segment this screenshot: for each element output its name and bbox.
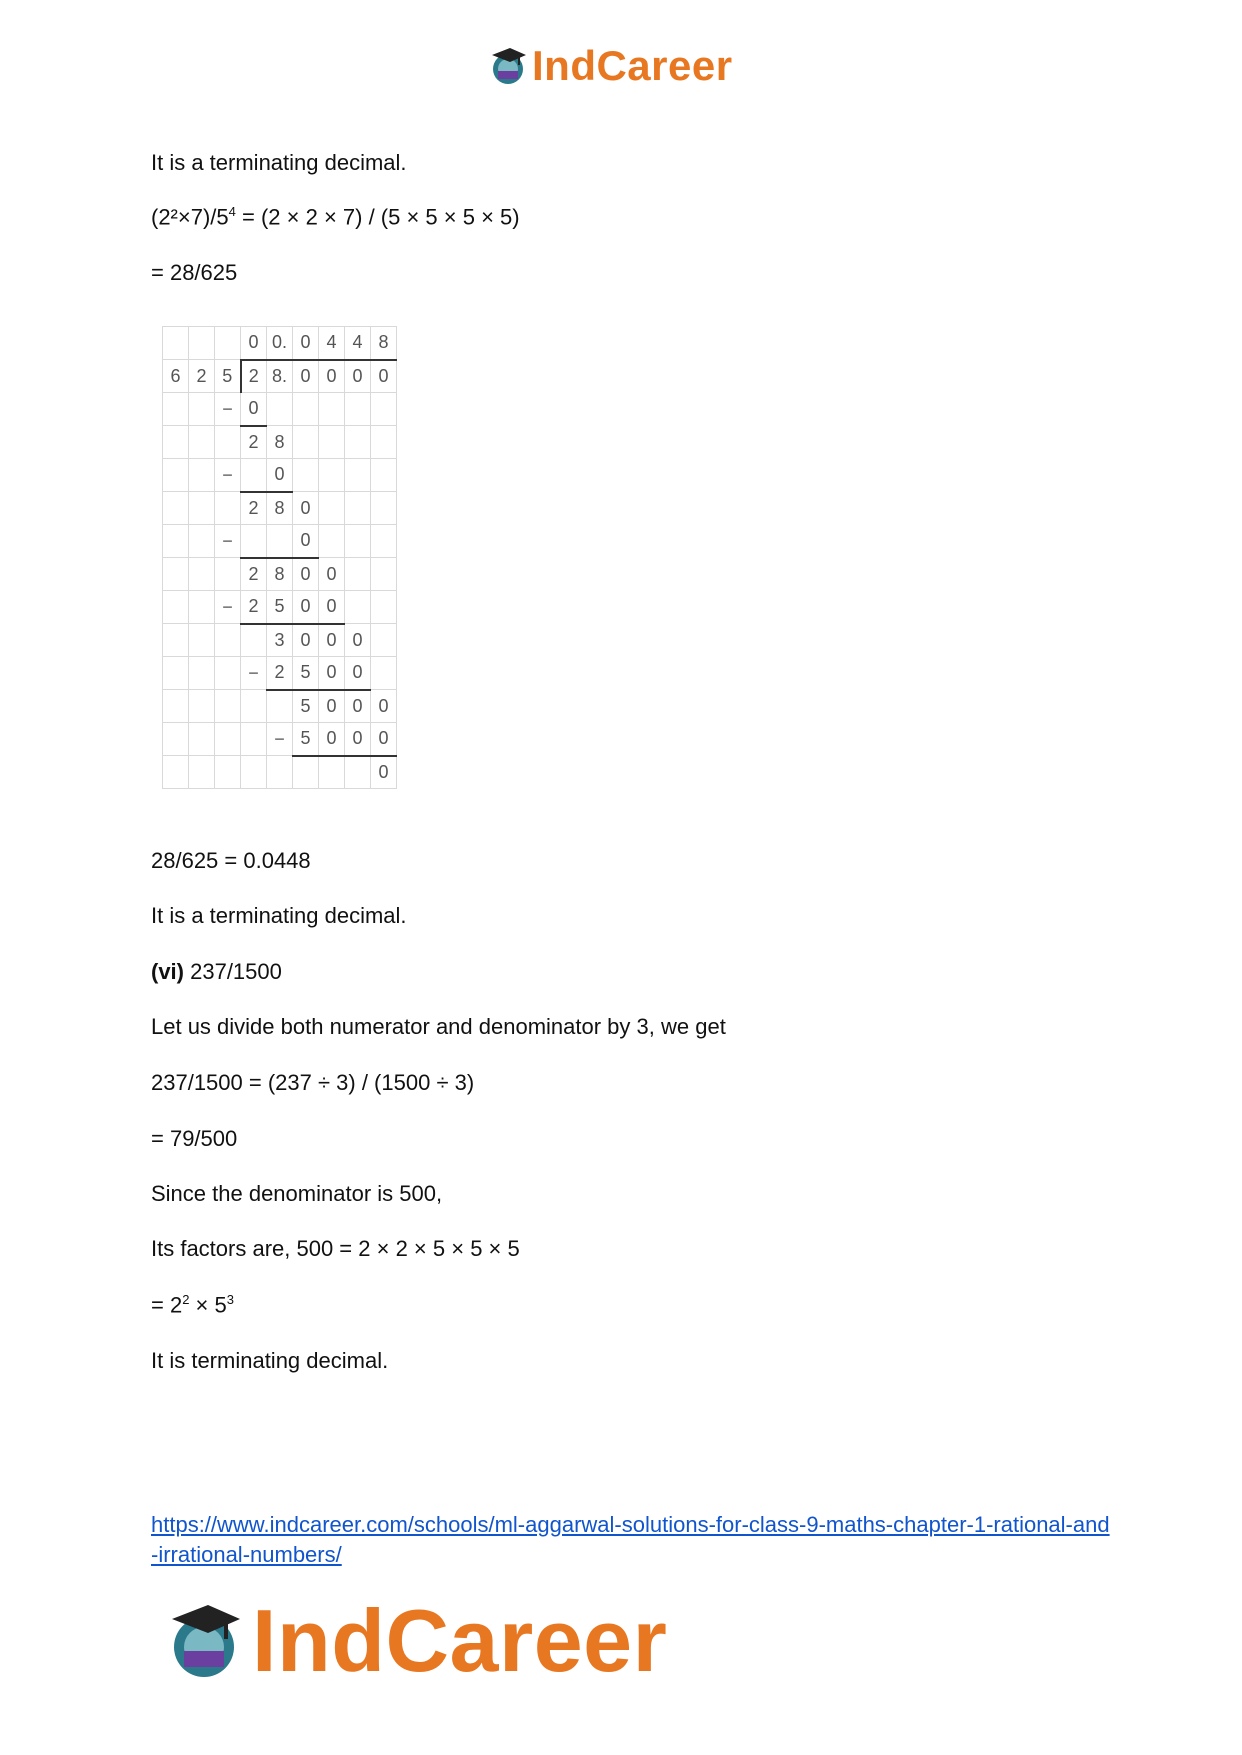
division-cell bbox=[241, 624, 267, 657]
division-cell bbox=[319, 492, 345, 525]
division-cell: 5 bbox=[215, 360, 241, 393]
division-row bbox=[163, 525, 397, 558]
division-cell: 4 bbox=[319, 327, 345, 360]
text-line: It is a terminating decimal. bbox=[151, 150, 407, 175]
text-line: = 28/625 bbox=[151, 260, 238, 285]
division-cell bbox=[163, 624, 189, 657]
exponent: 2 bbox=[182, 1292, 190, 1307]
division-cell bbox=[345, 558, 371, 591]
division-row bbox=[163, 756, 397, 789]
division-cell: 2 bbox=[241, 426, 267, 459]
division-cell bbox=[189, 657, 215, 690]
division-cell: 4 bbox=[345, 327, 371, 360]
division-cell: 2 bbox=[241, 591, 267, 624]
division-cell: − bbox=[215, 459, 241, 492]
division-cell: − bbox=[215, 525, 241, 558]
division-cell bbox=[189, 426, 215, 459]
division-cell: 0 bbox=[293, 492, 319, 525]
division-cell: 0 bbox=[241, 393, 267, 426]
bottom-logo bbox=[162, 1590, 667, 1692]
division-cell bbox=[215, 492, 241, 525]
division-cell bbox=[371, 558, 397, 591]
text-line: = 79/500 bbox=[151, 1126, 238, 1151]
division-cell bbox=[189, 756, 215, 789]
long-division-table bbox=[162, 326, 397, 789]
graduation-globe-icon bbox=[162, 1599, 246, 1683]
top-logo bbox=[488, 42, 733, 90]
division-cell: − bbox=[215, 591, 241, 624]
division-cell bbox=[371, 657, 397, 690]
formula-part: = 2 bbox=[151, 1292, 183, 1318]
formula-part: × 5 bbox=[189, 1292, 227, 1318]
division-cell bbox=[319, 393, 345, 426]
text-line: It is a terminating decimal. bbox=[151, 903, 407, 928]
division-cell bbox=[163, 690, 189, 723]
graduation-globe-icon bbox=[488, 45, 528, 87]
division-cell: 2 bbox=[241, 558, 267, 591]
division-cell bbox=[267, 393, 293, 426]
division-row bbox=[163, 492, 397, 525]
division-cell bbox=[163, 591, 189, 624]
division-cell bbox=[345, 459, 371, 492]
division-cell bbox=[163, 459, 189, 492]
division-cell: 0. bbox=[267, 327, 293, 360]
division-cell bbox=[163, 558, 189, 591]
division-row bbox=[163, 393, 397, 426]
division-cell: 6 bbox=[163, 360, 189, 393]
text-line: 28/625 = 0.0448 bbox=[151, 848, 311, 873]
division-row bbox=[163, 723, 397, 756]
question-number: (vi) bbox=[151, 959, 184, 984]
division-cell: 0 bbox=[345, 360, 371, 393]
division-cell bbox=[293, 756, 319, 789]
division-cell: 8 bbox=[371, 327, 397, 360]
text-line: Since the denominator is 500, bbox=[151, 1181, 443, 1206]
division-cell bbox=[371, 393, 397, 426]
division-cell bbox=[293, 459, 319, 492]
division-cell bbox=[319, 525, 345, 558]
division-cell: 5 bbox=[293, 723, 319, 756]
division-cell bbox=[241, 525, 267, 558]
division-cell: 5 bbox=[293, 657, 319, 690]
division-cell bbox=[371, 591, 397, 624]
division-row bbox=[163, 624, 397, 657]
division-cell bbox=[189, 723, 215, 756]
division-cell: 0 bbox=[293, 624, 319, 657]
division-cell: 0 bbox=[319, 558, 345, 591]
question-line bbox=[151, 959, 282, 985]
division-cell bbox=[215, 723, 241, 756]
division-cell bbox=[371, 459, 397, 492]
division-cell: 0 bbox=[345, 690, 371, 723]
division-cell: 0 bbox=[345, 624, 371, 657]
division-cell bbox=[189, 327, 215, 360]
division-row bbox=[163, 657, 397, 690]
division-cell: 8. bbox=[267, 360, 293, 393]
division-cell: 3 bbox=[267, 624, 293, 657]
division-cell bbox=[189, 624, 215, 657]
division-cell: 0 bbox=[319, 624, 345, 657]
division-cell: 0 bbox=[371, 360, 397, 393]
formula-line bbox=[151, 1292, 234, 1318]
division-cell bbox=[293, 426, 319, 459]
division-cell: 0 bbox=[293, 360, 319, 393]
exponent: 3 bbox=[226, 1292, 234, 1307]
division-cell: − bbox=[215, 393, 241, 426]
division-cell: 0 bbox=[319, 723, 345, 756]
text-line: It is terminating decimal. bbox=[151, 1348, 389, 1373]
division-cell bbox=[345, 426, 371, 459]
division-cell: 0 bbox=[319, 591, 345, 624]
division-cell: 0 bbox=[293, 558, 319, 591]
division-cell bbox=[345, 393, 371, 426]
division-cell bbox=[371, 624, 397, 657]
division-cell: 2 bbox=[189, 360, 215, 393]
division-cell bbox=[267, 525, 293, 558]
division-cell bbox=[293, 393, 319, 426]
division-row bbox=[163, 360, 397, 393]
division-cell: 5 bbox=[267, 591, 293, 624]
division-cell bbox=[241, 723, 267, 756]
division-cell: 2 bbox=[241, 492, 267, 525]
division-cell bbox=[189, 690, 215, 723]
text-line: 237/1500 = (237 ÷ 3) / (1500 ÷ 3) bbox=[151, 1070, 475, 1095]
division-cell bbox=[215, 756, 241, 789]
division-cell: − bbox=[241, 657, 267, 690]
division-cell bbox=[163, 723, 189, 756]
division-cell bbox=[215, 327, 241, 360]
division-cell bbox=[189, 393, 215, 426]
division-cell bbox=[189, 525, 215, 558]
division-cell bbox=[319, 756, 345, 789]
division-row bbox=[163, 558, 397, 591]
division-cell bbox=[371, 492, 397, 525]
division-cell bbox=[215, 657, 241, 690]
exponent: 4 bbox=[228, 204, 236, 219]
division-cell bbox=[215, 558, 241, 591]
division-row bbox=[163, 327, 397, 360]
division-cell: 0 bbox=[293, 525, 319, 558]
division-cell bbox=[189, 591, 215, 624]
division-cell: 0 bbox=[371, 723, 397, 756]
division-cell bbox=[241, 459, 267, 492]
text-line: Let us divide both numerator and denominator by 3, we get bbox=[151, 1014, 726, 1039]
division-cell: 0 bbox=[293, 591, 319, 624]
division-cell: − bbox=[267, 723, 293, 756]
division-cell: 0 bbox=[345, 723, 371, 756]
division-cell bbox=[215, 426, 241, 459]
source-url-link[interactable]: https://www.indcareer.com/schools/ml-aggarwal-solutions-for-class-9-maths-chapter-1-rational-and-irrational-numbers/ bbox=[151, 1512, 1110, 1567]
division-cell: 8 bbox=[267, 492, 293, 525]
division-cell bbox=[267, 690, 293, 723]
division-cell: 0 bbox=[371, 690, 397, 723]
division-cell: 8 bbox=[267, 558, 293, 591]
division-cell bbox=[189, 492, 215, 525]
division-cell bbox=[345, 756, 371, 789]
division-row bbox=[163, 426, 397, 459]
division-cell: 2 bbox=[267, 657, 293, 690]
formula-part: = (2 × 2 × 7) / (5 × 5 × 5 × 5) bbox=[235, 204, 520, 230]
division-row bbox=[163, 459, 397, 492]
division-cell bbox=[189, 459, 215, 492]
division-cell: 0 bbox=[293, 327, 319, 360]
division-cell bbox=[319, 459, 345, 492]
division-cell bbox=[241, 690, 267, 723]
division-cell bbox=[371, 525, 397, 558]
division-cell bbox=[345, 591, 371, 624]
division-cell: 5 bbox=[293, 690, 319, 723]
division-cell: 0 bbox=[345, 657, 371, 690]
division-cell bbox=[189, 558, 215, 591]
division-cell: 0 bbox=[267, 459, 293, 492]
division-cell bbox=[163, 327, 189, 360]
division-cell: 0 bbox=[319, 360, 345, 393]
division-cell bbox=[163, 756, 189, 789]
division-cell bbox=[163, 393, 189, 426]
division-cell: 0 bbox=[319, 690, 345, 723]
division-cell bbox=[163, 657, 189, 690]
division-cell: 0 bbox=[371, 756, 397, 789]
division-cell bbox=[163, 426, 189, 459]
division-cell bbox=[215, 624, 241, 657]
division-cell bbox=[163, 492, 189, 525]
division-cell bbox=[345, 525, 371, 558]
division-cell bbox=[215, 690, 241, 723]
division-cell: 0 bbox=[241, 327, 267, 360]
brand-name: IndCareer bbox=[532, 42, 733, 89]
division-cell: 8 bbox=[267, 426, 293, 459]
division-cell bbox=[267, 756, 293, 789]
division-cell bbox=[345, 492, 371, 525]
division-cell: 0 bbox=[319, 657, 345, 690]
formula-part: (2²×7)/5 bbox=[151, 204, 229, 230]
division-cell: 2 bbox=[241, 360, 267, 393]
formula-line bbox=[151, 204, 520, 230]
text-line: Its factors are, 500 = 2 × 2 × 5 × 5 × 5 bbox=[151, 1236, 520, 1261]
division-row bbox=[163, 591, 397, 624]
question-text: 237/1500 bbox=[184, 959, 282, 984]
brand-name: IndCareer bbox=[252, 1591, 668, 1690]
division-cell bbox=[371, 426, 397, 459]
division-row bbox=[163, 690, 397, 723]
division-cell bbox=[163, 525, 189, 558]
division-cell bbox=[319, 426, 345, 459]
division-cell bbox=[241, 756, 267, 789]
